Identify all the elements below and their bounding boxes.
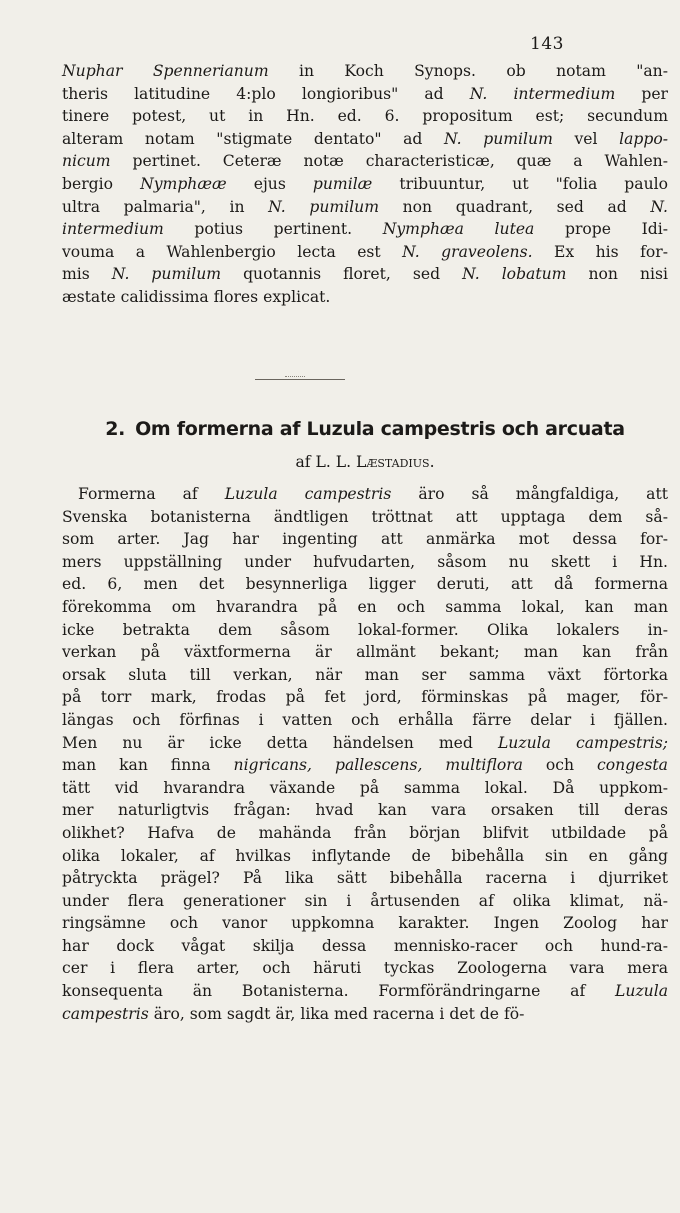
text-run: vouma a Wahlenbergio lecta est [62,242,403,261]
text-line [62,128,668,151]
text-line [62,551,668,574]
text-run: orsak sluta till verkan, när man ser samma växt förtorka [62,665,668,684]
text-run: ringsämne och vanor uppkomna karakter. Ingen Zoolog har [62,914,668,933]
italic-run: congesta [597,756,668,775]
text-run: äro, som sagdt är, lika med racerna i det de fö- [148,1004,525,1023]
text-line [62,686,668,709]
italic-run: N. pumilum [444,129,553,148]
text-line [62,83,668,106]
text-run: olikhet? Hafva de mahända från början blifvit utbildade på [62,823,668,842]
text-line [62,596,668,619]
text-run: påtryckta prägel? På lika sätt bibehålla racerna i djurriket [62,869,668,888]
section-number: 2. [105,418,126,440]
italic-run: Nymphææ [140,174,227,193]
text-line [62,218,668,241]
text-line [62,173,668,196]
text-run: bergio [62,174,141,193]
text-run: på torr mark, frodas på fet jord, förminskas på mager, för- [62,688,668,707]
text-run: äro så mångfaldiga, att [391,485,669,503]
text-run: non quadrant, sed ad [379,197,651,216]
italic-run: Luzula campestris; [497,733,668,752]
text-line [62,754,668,777]
text-run: ejus [226,174,313,193]
italic-run: Nymphæa lutea [382,220,535,239]
text-run: icke betrakta dem såsom lokal-former. Olika lokalers in- [62,620,668,639]
section-title: Om formerna af Luzula campestris och arcuata [135,418,625,440]
italic-run: lappo- [619,129,668,148]
paragraph-nuphar [62,60,668,309]
text-line [62,935,668,958]
text-run: alteram notam "stigmate dentato" ad [62,129,445,148]
text-run: prope Idi- [534,220,668,239]
paragraph-luzula [62,483,668,1025]
text-line [62,890,668,913]
text-line [62,150,668,173]
text-run: Formerna af [78,485,225,503]
italic-run: Luzula campestris [224,485,392,503]
author-prefix: af [295,453,316,471]
text-line [62,957,668,980]
text-run: förekomma om hvarandra på en och samma lokal, kan man [62,597,668,616]
italic-run: nicum [62,152,111,171]
italic-run: intermedium [62,220,164,239]
text-line [62,60,668,83]
text-line [62,105,668,128]
author-line [62,453,668,471]
text-line [62,845,668,868]
italic-run: N. pumilum [268,197,379,216]
text-run: tribuuntur, ut "folia paulo [372,174,668,193]
text-run: verkan på växtformerna är allmänt bekant; man kan från [62,643,668,662]
text-run: ultra palmaria", in [62,197,269,216]
section-heading [62,418,668,440]
text-run: som arter. Jag har ingenting att anmärka mot dessa for- [62,530,668,549]
text-line [62,912,668,935]
text-run: vel [552,129,620,148]
italic-run: N. lobatum [462,265,567,284]
text-run: under flera generationer sin i årtusenden af olika klimat, nä- [62,891,668,910]
text-run: in Koch Synops. ob notam "an- [268,62,668,80]
text-run: ed. 6, men det besynnerliga ligger deruti, att då formerna [62,575,668,594]
text-run: har dock vågat skilja dessa mennisko-racer och hund-ra- [62,936,668,955]
italic-run: N. pumilum [111,265,222,284]
text-run: mers uppställning under hufvudarten, såsom nu skett i Hn. [62,552,668,571]
text-line [62,732,668,755]
text-line [62,641,668,664]
italic-run: Luzula [615,982,668,1001]
text-line [62,573,668,596]
text-line [62,263,668,286]
text-run: olika lokaler, af hvilkas inflytande de bibehålla sin en gång [62,846,668,865]
text-run: tätt vid hvarandra växande på samma lokal. Då uppkom- [62,778,668,797]
text-line [62,822,668,845]
text-line [62,196,668,219]
page-number: 143 [530,34,564,54]
text-line [62,980,668,1003]
text-run: potius pertinent. [163,220,383,239]
italic-run: N. graveolens. [402,242,533,261]
text-line [62,867,668,890]
text-run: quotannis floret, sed [221,265,463,284]
text-run: cer i flera arter, och häruti tyckas Zoologerna vara mera [62,959,668,978]
text-run: mer naturligtvis frågan: hvad kan vara orsaken till deras [62,801,668,820]
author-name: L. L. Læstadius. [315,453,435,471]
text-run: och [522,756,598,775]
text-run: pertinet. Ceteræ notæ characteristicæ, quæ a Wahlen- [110,152,668,171]
text-run: per [615,84,669,103]
text-line [62,506,668,529]
text-run: tinere potest, ut in Hn. ed. 6. propositum est; secundum [62,107,668,126]
italic-run: pumilæ [312,174,373,193]
text-line [62,528,668,551]
text-run: konsequenta än Botanisterna. Formförändringarne af [62,982,616,1001]
italic-run: nigricans, pallescens, multiflora [233,756,523,775]
text-line [62,709,668,732]
text-line [62,241,668,264]
text-run: man kan finna [62,756,234,775]
italic-run: N. [650,197,668,216]
text-run: theris latitudine 4:plo longioribus" ad [62,84,470,103]
text-line [62,286,668,309]
text-run: mis [62,265,112,284]
text-run: längas och förfinas i vatten och erhålla färre delar i fjällen. [62,710,668,729]
text-line [62,483,668,506]
section-divider [255,379,345,380]
text-line [62,664,668,687]
italic-run: Nuphar Spennerianum [62,62,269,80]
text-run: Ex his for- [532,242,668,261]
text-line [62,799,668,822]
text-run: non nisi [566,265,668,284]
italic-run: N. intermedium [469,84,616,103]
text-run: æstate calidissima flores explicat. [62,287,331,306]
text-line [62,1003,668,1026]
italic-run: campestris [62,1004,149,1023]
text-line [62,777,668,800]
text-run: Svenska botanisterna ändtligen tröttnat att upptaga dem så- [62,507,668,526]
text-line [62,619,668,642]
text-run: Men nu är icke detta händelsen med [62,733,498,752]
